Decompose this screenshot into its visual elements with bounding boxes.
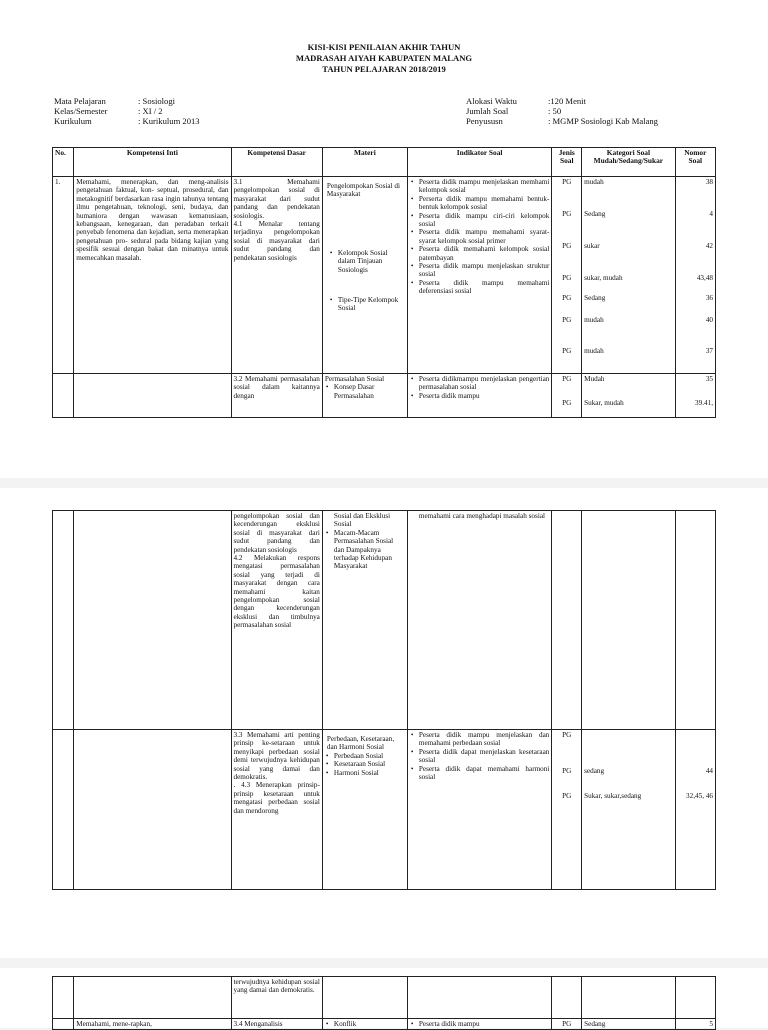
cell-no: 1. [53, 177, 74, 374]
cell-kompetensi-inti: Memahami, mene-rapkan, [74, 1019, 231, 1030]
jenis-value: PG [562, 294, 572, 302]
materi-title: Pengelompokan Sosial di Masyarakat [326, 182, 400, 199]
indikator-item: • Peserta didik mampu ciri-ciri kelompok sosial [410, 212, 550, 229]
cell-kategori [582, 374, 676, 418]
nomor-value: 35 [705, 375, 713, 383]
kategori-value: Mudah [584, 375, 605, 383]
cell-kompetensi-dasar: terwujudnya kehidupan sosial yang damai dan demokratis. [231, 977, 322, 1019]
cell-kompetensi-dasar [231, 730, 322, 890]
nomor-value: 39.41, [695, 399, 713, 407]
materi-list [325, 249, 405, 313]
jenis-value: PG [562, 347, 572, 355]
table-row [53, 177, 716, 374]
jenis-value: PG [562, 375, 572, 383]
document-page-1 [0, 0, 768, 478]
cell-kategori [582, 730, 676, 890]
cell-materi [322, 1019, 407, 1030]
indikator-item: • Perserta didik mampu memahami bentuk-bentuk kelompok sosial [410, 195, 550, 212]
cell-materi [322, 977, 407, 1019]
kd-4-3: . 4.3 Menerapkan prinsip-prinsip kesetaraan untuk mengatasi perbedaan sosial dan mendorong [233, 781, 320, 815]
meta-right [466, 96, 658, 126]
meta-key: Penyususn [466, 116, 503, 126]
cell-jenis-soal [552, 730, 582, 890]
nomor-value: 36 [705, 294, 713, 302]
cell-no [53, 977, 74, 1019]
jenis-value: PG [562, 399, 572, 407]
title-line-3: TAHUN PELAJARAN 2018/2019 [322, 64, 446, 74]
indikator-list [410, 1020, 550, 1028]
kd-3-3: 3.3 Memahami arti penting prinsip ke-setaraan untuk menyikapi perbedaan sosial demi terwujudnya kehidupan sosial yang damai dan demokratis. [233, 731, 320, 782]
cell-kompetensi-dasar: 3.2 Memahami permasalahan sosial dalam kaitannya dengan [231, 374, 322, 418]
nomor-value: 40 [705, 316, 713, 324]
title-line-2: MADRASAH AIYAH KABUPATEN MALANG [295, 53, 473, 63]
materi-item: • Kelompok Sosial dalam Tinjauan Sosiologis [329, 249, 405, 274]
cell-jenis-soal [552, 977, 582, 1019]
jenis-value: PG [562, 178, 572, 186]
cell-kompetensi-dasar [231, 511, 322, 730]
header-materi: Materi [322, 148, 407, 177]
indikator-list [410, 375, 550, 400]
kategori-value: mudah [584, 178, 604, 186]
indikator-item: • Peserta didik dapat menjelaskan kesetaraan sosial [410, 748, 550, 765]
header-jenis-soal: Jenis Soal [552, 148, 582, 177]
kisi-kisi-table [52, 147, 716, 418]
cell-kompetensi-inti [74, 374, 231, 418]
header-kompetensi-inti: Kompetensi Inti [74, 148, 231, 177]
meta-key: Jumlah Soal [466, 106, 509, 116]
kd-3-1: 3.1 Memahami pengelompokan sosial di masyarakat dari sudut pandang dan pendekatan sosiologis. [233, 178, 320, 220]
materi-item: • Konflik [325, 1020, 405, 1028]
indikator-item: • Peserta didik mampu menjelaskan struktur sosial [410, 262, 550, 279]
indikator-item: • Peserta didik mampu [410, 392, 550, 400]
cell-kompetensi-inti: Memahami, menerapkan, dan meng-analisis pengetahuan faktual, kon- septual, prosedural, dan metakognitif berdasarkan rasa ingin tahunya tentang ilmu pengetahuan, teknologi, seni, budaya, dan humaniora dengan wawasan kemanusiaan, kebangsaan, kenegaraan, dan peradaban terkait penyebab fenomena dan kejadian, serta menerapkan pengetahuan pro- sedural pada bidang kajian yang spesifik sesuai dengan bakat dan minatnya untuk memecahkan masalah. [74, 177, 231, 374]
cell-kompetensi-inti [74, 977, 231, 1019]
indikator-list [410, 731, 550, 781]
jenis-value: PG [562, 274, 572, 282]
title-line-1: KISI-KISI PENILAIAN AKHIR TAHUN [307, 42, 461, 52]
cell-materi [322, 177, 407, 374]
cell-jenis-soal [552, 374, 582, 418]
indikator-item: • Peserta didik mampu [410, 1020, 550, 1028]
cell-kategori [582, 177, 676, 374]
meta-value: : 50 [548, 106, 562, 116]
kategori-value: sukar, mudah [584, 274, 623, 282]
meta-value: : MGMP Sosiologi Kab Malang [548, 116, 658, 126]
cell-kompetensi-dasar [231, 177, 322, 374]
kd-4-1: 4.1 Menalar tentang terjadinya pengelompokan sosial di masyarakat dari sudut pandang dan pendekatan sosiologis [233, 220, 320, 262]
materi-item: • Konsep Dasar Permasalahan [325, 383, 405, 400]
cell-no [53, 511, 74, 730]
cell-nomor-soal [675, 374, 715, 418]
cell-no [53, 374, 74, 418]
cell-materi [322, 730, 407, 890]
header-indikator: Indikator Soal [407, 148, 552, 177]
cell-indikator [407, 1019, 552, 1030]
materi-item: • Tipe-Tipe Kelompok Sosial [329, 296, 405, 313]
document-page-3 [0, 968, 768, 1028]
nomor-value: 32,45, 46 [686, 792, 713, 800]
cell-nomor-soal [675, 730, 715, 890]
kategori-value: Sukar, mudah [584, 399, 624, 407]
cell-nomor-soal [675, 511, 715, 730]
meta-value: :120 Menit [548, 96, 586, 106]
kisi-kisi-table-continued [52, 976, 716, 1030]
materi-title: Perbedaan, Kesetaraan, dan Harmoni Sosial [326, 735, 395, 752]
document-title [0, 42, 768, 75]
jenis-value: PG [562, 792, 572, 800]
meta-key: Kurikulum [54, 116, 92, 126]
cell-indikator [407, 730, 552, 890]
header-kategori: Kategori Soal Mudah/Sedang/Sukar [582, 148, 676, 177]
table-row [53, 1019, 716, 1030]
cell-kompetensi-inti [74, 730, 231, 890]
table-header-row [53, 148, 716, 177]
materi-item: • Kesetaraan Sosial [325, 760, 405, 768]
materi-list [325, 383, 405, 400]
meta-value: : Kurikulum 2013 [138, 116, 200, 126]
meta-key: Alokasi Waktu [466, 96, 517, 106]
cell-kompetensi-dasar: 3.4 Menganalisis [231, 1019, 322, 1030]
header-kompetensi-dasar: Kompetensi Dasar [231, 148, 322, 177]
cell-indikator: memahami cara menghadapi masalah sosial [407, 511, 552, 730]
meta-key: Kelas/Semester [54, 106, 108, 116]
kategori-value: mudah [584, 316, 604, 324]
nomor-value: 42 [705, 242, 713, 250]
indikator-item: • Peserta didikmampu menjelaskan pengertian permasalahan sosial [410, 375, 550, 392]
meta-value: : XI / 2 [138, 106, 163, 116]
jenis-value: PG [562, 767, 572, 775]
meta-key: Mata Pelajaran [54, 96, 106, 106]
kd-3-2-continued: pengelompokan sosial dan kecenderungan eksklusi sosial di masyarakat dari sudut pandang dan pendekatan sosiologis [233, 512, 320, 554]
materi-list [325, 529, 405, 571]
materi-list [325, 752, 405, 777]
nomor-value [678, 731, 713, 767]
table-row [53, 511, 716, 730]
kategori-value: sukar [584, 242, 600, 250]
jenis-value: PG [562, 210, 572, 218]
materi-item: • Harmoni Sosial [325, 769, 405, 777]
cell-no [53, 1019, 74, 1030]
jenis-value: PG [562, 731, 572, 739]
kd-4-2: 4.2 Melakukan respons mengatasi permasalahan sosial yang terjadi di masyarakat dengan cara memahami kaitan pengelompokan sosial dengan kecenderungan eksklusi dan timbulnya permasalahan sosial [233, 554, 320, 630]
jenis-value: PG [562, 242, 572, 250]
nomor-value: 38 [705, 178, 713, 186]
cell-kompetensi-inti [74, 511, 231, 730]
cell-nomor-soal [675, 177, 715, 374]
cell-jenis-soal [552, 177, 582, 374]
nomor-value: 4 [709, 210, 713, 218]
kategori-value: Sedang [584, 210, 606, 218]
materi-continued: Sosial dan Eksklusi Sosial [333, 512, 391, 529]
cell-materi [322, 511, 407, 730]
meta-left [54, 96, 200, 126]
indikator-item: • Peserta didik dapat memahami harmoni sosial [410, 765, 550, 782]
cell-indikator [407, 977, 552, 1019]
cell-indikator [407, 177, 552, 374]
cell-jenis-soal [552, 511, 582, 730]
cell-materi [322, 374, 407, 418]
meta-value: : Sosiologi [138, 96, 176, 106]
indikator-item: • Peserta didik mampu memahami syarat-syarat kelompok sosial primer [410, 228, 550, 245]
header-nomor-soal: Nomor Soal [675, 148, 715, 177]
cell-kategori [582, 977, 676, 1019]
materi-list [325, 1020, 405, 1028]
jenis-value: PG [562, 316, 572, 324]
cell-jenis-soal: PG [552, 1019, 582, 1030]
document-page-2 [0, 488, 768, 958]
cell-no [53, 730, 74, 890]
nomor-value: 44 [705, 767, 713, 775]
indikator-list [410, 178, 550, 296]
cell-nomor-soal [675, 977, 715, 1019]
nomor-value: 43,48 [696, 274, 713, 282]
indikator-item: • Peserta didik mampu memahami deferensiasi sosial [410, 279, 550, 296]
nomor-value: 37 [705, 347, 713, 355]
kategori-value: Sedang [584, 294, 606, 302]
kategori-value: sedang [584, 767, 605, 775]
table-row [53, 730, 716, 890]
table-row [53, 374, 716, 418]
table-row [53, 977, 716, 1019]
kategori-value: Sukar, sukar,sedang [584, 792, 642, 800]
cell-indikator [407, 374, 552, 418]
indikator-item: • Peserta didik mampu menjelaskan memhami kelompok sosial [410, 178, 550, 195]
materi-item: • Macam-Macam Permasalahan Sosial dan Dampaknya terhadap Kehidupan Masyarakat [325, 529, 405, 571]
kisi-kisi-table-continued [52, 510, 716, 890]
indikator-item: • Peserta didik memahami kelompok sosial patembayan [410, 245, 550, 262]
cell-nomor-soal: 5 [675, 1019, 715, 1030]
kategori-value: mudah [584, 347, 604, 355]
materi-title: Permasalahan Sosial [324, 375, 385, 383]
header-no: No. [53, 148, 74, 177]
cell-kategori [582, 511, 676, 730]
indikator-item: • Peserta didik mampu menjelaskan dan memahami perbedaan sosial [410, 731, 550, 748]
cell-kategori: Sedang [582, 1019, 676, 1030]
kategori-value [584, 731, 673, 767]
materi-item: • Perbedaan Sosial [325, 752, 405, 760]
